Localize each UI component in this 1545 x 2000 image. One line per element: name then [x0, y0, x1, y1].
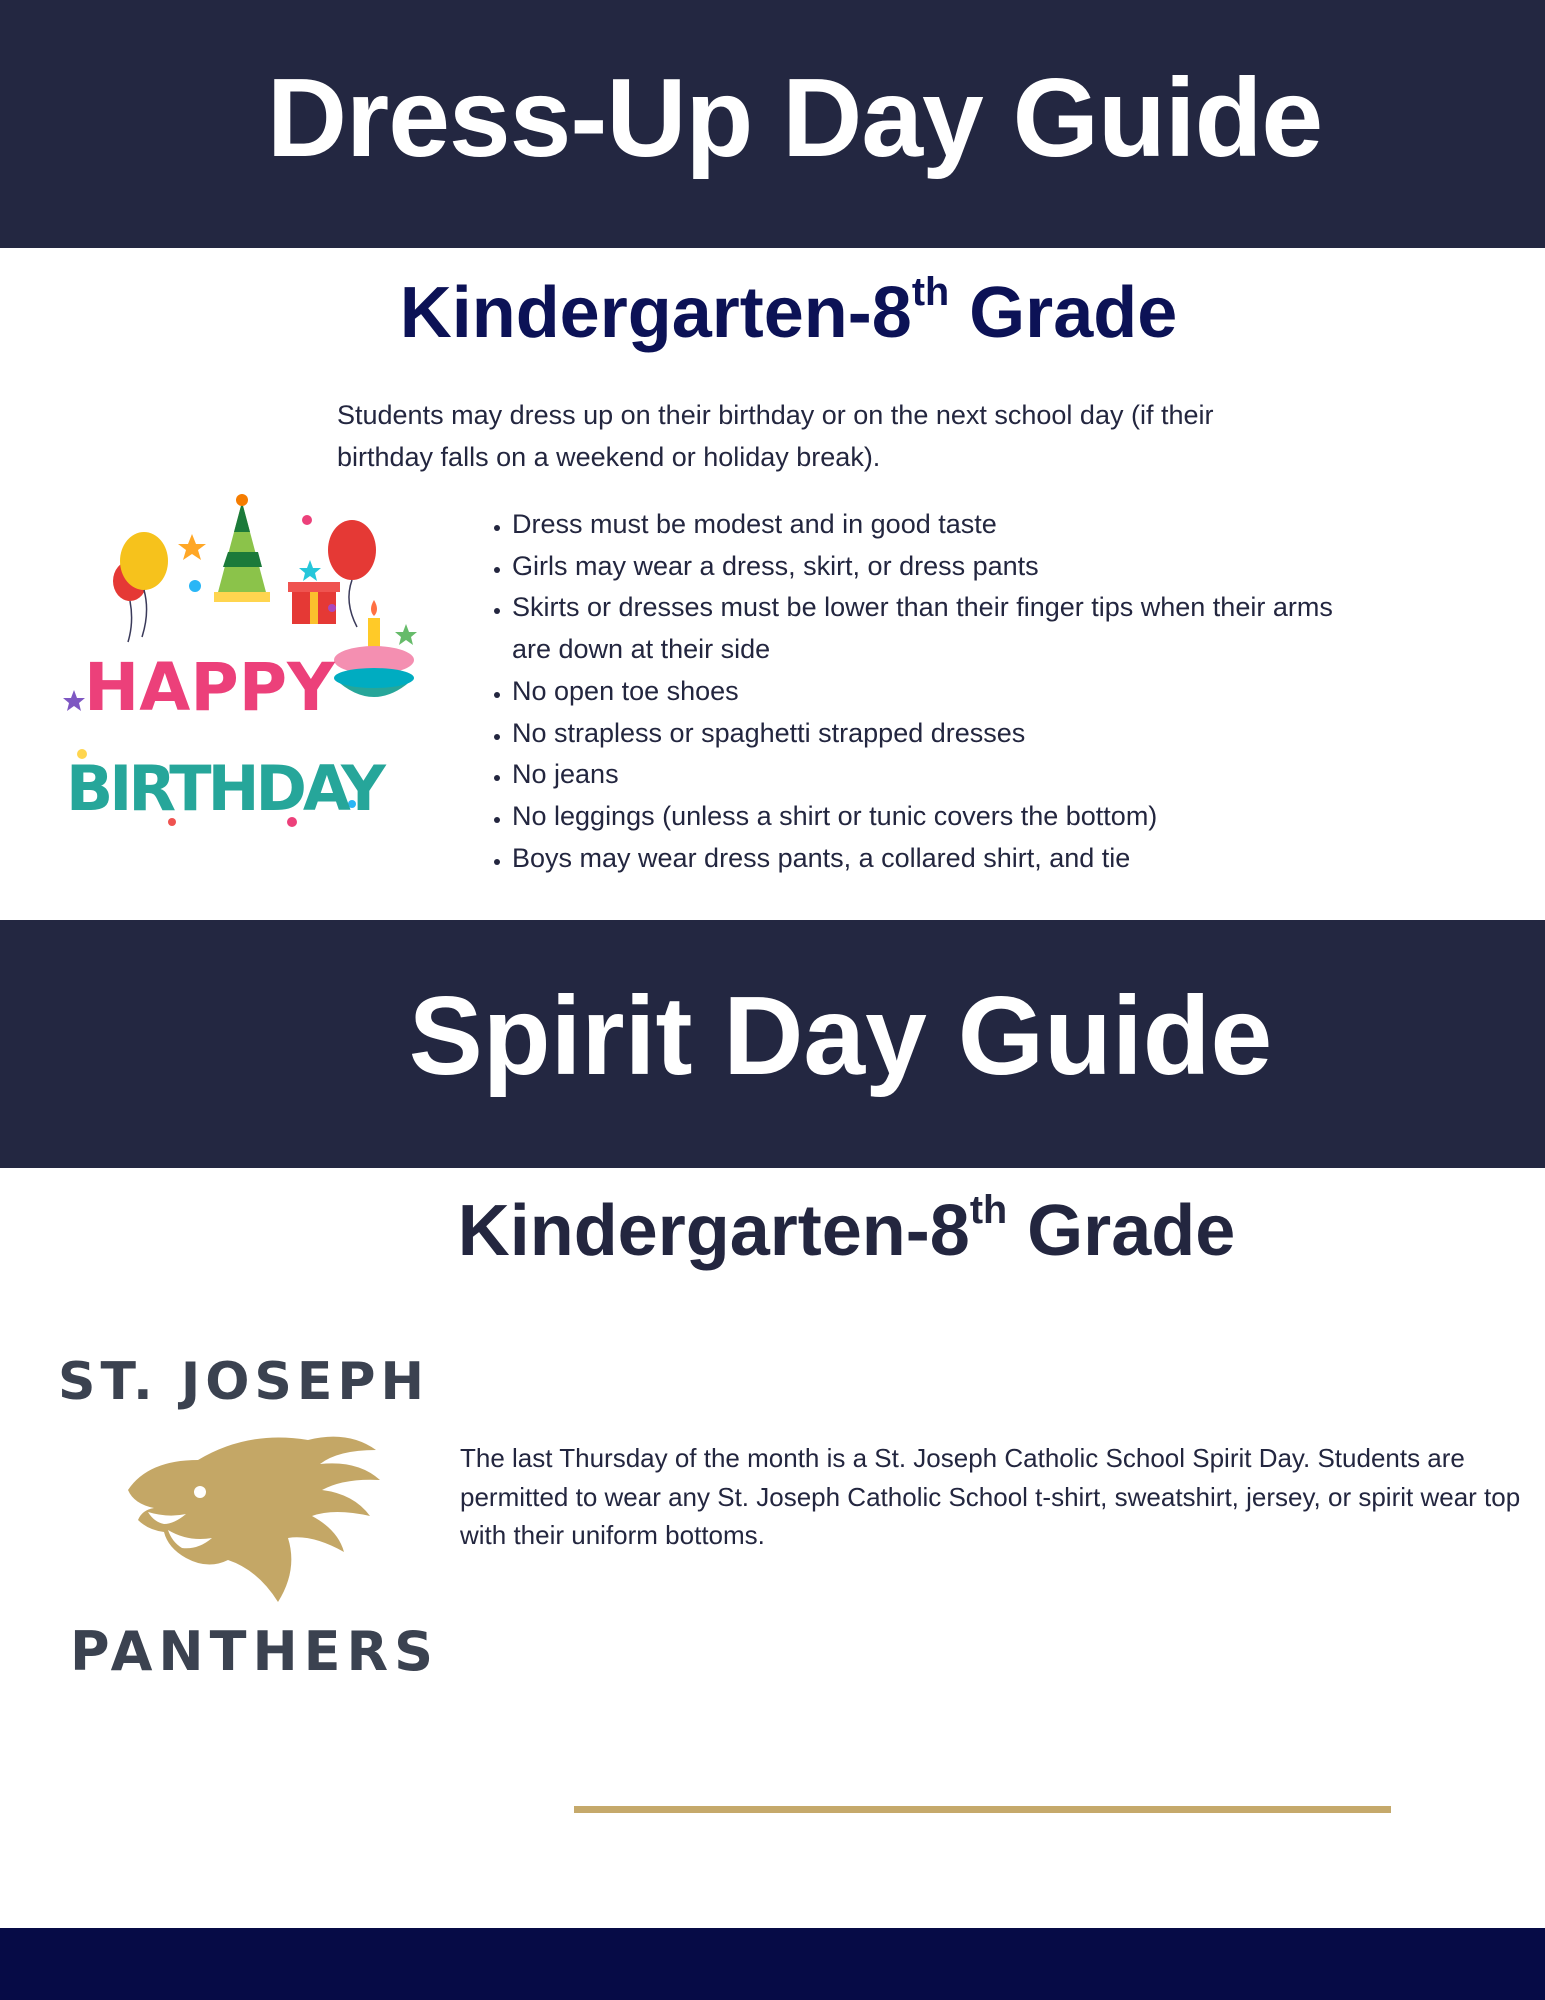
dress-code-rules-list [480, 504, 1352, 879]
rule-item: • Boys may wear dress pants, a collared shirt, and tie [512, 838, 1352, 880]
grade-suffix: Grade [949, 273, 1178, 353]
happy-birthday-image [62, 492, 424, 846]
dress-up-header-band [0, 0, 1545, 248]
dress-up-title: Dress-Up Day Guide [266, 56, 1323, 180]
rule-item: • Dress must be modest and in good taste [512, 504, 1352, 546]
rule-item: • Girls may wear a dress, skirt, or dress pants [512, 546, 1352, 588]
footer-bar [0, 1928, 1545, 2000]
st-joseph-panthers-logo [58, 1352, 448, 1692]
panther-head-icon [108, 1420, 388, 1610]
birthday-illustration [62, 492, 424, 846]
spirit-title: Spirit Day Guide [408, 974, 1273, 1098]
rule-item: • No jeans [512, 754, 1352, 796]
spirit-header-band [0, 920, 1545, 1168]
rule-item: • No leggings (unless a shirt or tunic covers the bottom) [512, 796, 1352, 838]
rule-item: • No open toe shoes [512, 671, 1352, 713]
spirit-body: The last Thursday of the month is a St. Joseph Catholic School Spirit Day. Students are permitted to wear any St. Joseph Catholic School t-shirt, sweatshirt, jersey, or spirit wear top with their uniform bottoms. [460, 1443, 1521, 1550]
grade-superscript: th [969, 1188, 1008, 1233]
birthday-word: BIRTHDAY [66, 752, 382, 825]
dress-up-grade-heading [16, 268, 1545, 369]
dress-up-intro: Students may dress up on their birthday or on the next school day (if their birthday falls on a weekend or holiday break). [337, 400, 1214, 472]
grade-suffix: Grade [1007, 1191, 1236, 1271]
grade-prefix: Kindergarten-8 [399, 273, 912, 353]
gold-divider [574, 1806, 1391, 1813]
grade-superscript: th [911, 270, 950, 315]
grade-prefix: Kindergarten-8 [457, 1191, 970, 1271]
spirit-grade-heading [74, 1186, 1545, 1287]
happy-word: HAPPY [84, 649, 335, 726]
rule-item: • No strapless or spaghetti strapped dresses [512, 713, 1352, 755]
logo-bottom-text: PANTHERS [70, 1620, 439, 1683]
logo-top-text: ST. JOSEPH [58, 1352, 430, 1412]
rule-item: • Skirts or dresses must be lower than their finger tips when their arms are down at their side [512, 587, 1352, 670]
